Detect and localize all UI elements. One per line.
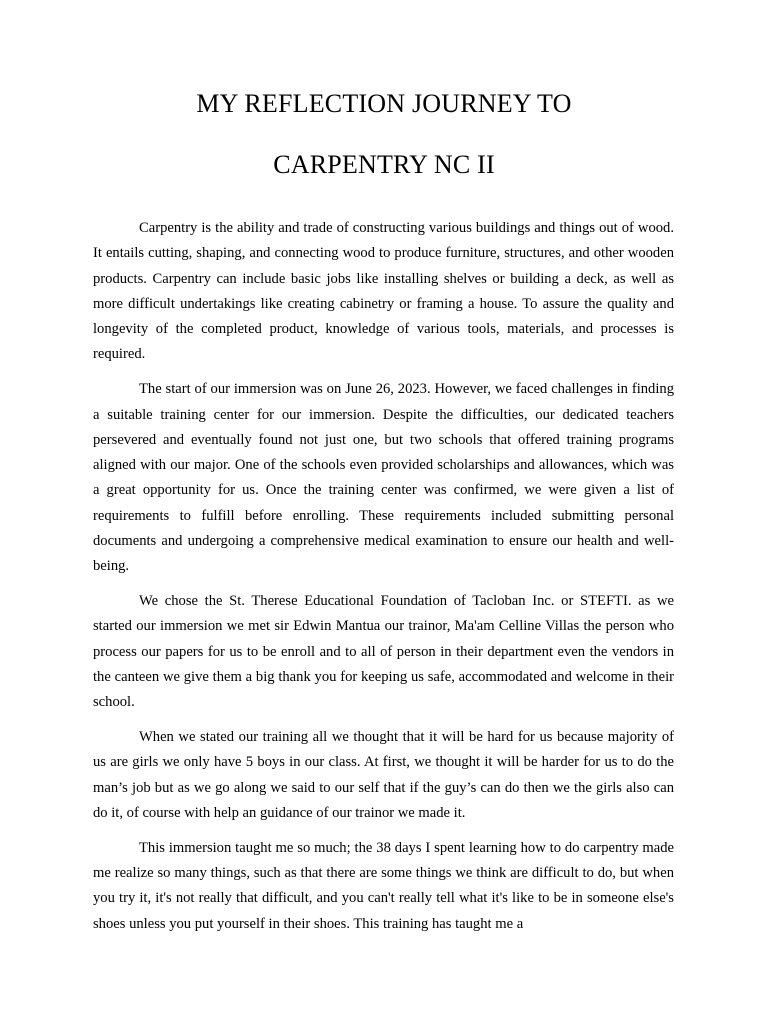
document-title-line-1: MY REFLECTION JOURNEY TO [196, 89, 572, 118]
paragraph-carpentry-definition: Carpentry is the ability and trade of constructing various buildings and things out of wood. It entails cutting, shaping, and connecting wood to produce furniture, structures, and other wooden products. Carpentry can include basic jobs like installing shelves or building a deck, as well as more difficult undertakings like creating cabinetry or framing a house. To assure the quality and longevity of the completed product, knowledge of various tools, materials, and processes is required. [93, 220, 674, 363]
document-title-line-2: CARPENTRY NC II [273, 150, 495, 179]
paragraph-immersion-start: The start of our immersion was on June 26, 2023. However, we faced challenges in finding a suitable training center for our immersion. Despite the difficulties, our dedicated teachers persevered and eventually found not just one, but two schools that offered training programs aligned with our major. One of the schools even provided scholarships and allowances, which was a great opportunity for us. Once the training center was confirmed, we were given a list of requirements to fulfill before enrolling. These requirements included submitting personal documents and undergoing a comprehensive medical examination to ensure our health and well-being. [93, 381, 674, 575]
paragraph-training-center: We chose the St. Therese Educational Foundation of Tacloban Inc. or STEFTI. as we started our immersion we met sir Edwin Mantua our trainor, Ma'am Celline Villas the person who process our papers for us to be enroll and to all of person in their department even the vendors in the canteen we give them a big thank you for keeping us safe, accommodated and welcome in their school. [93, 593, 674, 711]
paragraph-training-experience: When we stated our training all we thought that it will be hard for us because majority of us are girls we only have 5 boys in our class. At first, we thought it will be harder for us to do the man’s job but as we go along we said to our self that if the guy’s can do then we the girls also can do it, of course with help an guidance of our trainor we made it. [93, 729, 674, 822]
paragraph-lessons-learned: This immersion taught me so much; the 38 days I spent learning how to do carpentry made me realize so many things, such as that there are some things we think are difficult to do, but when you try it, it's not really that difficult, and you can't really tell what it's like to be in someone else's shoes unless you put yourself in their shoes. This training has taught me a [93, 839, 674, 932]
document-body [93, 216, 674, 947]
